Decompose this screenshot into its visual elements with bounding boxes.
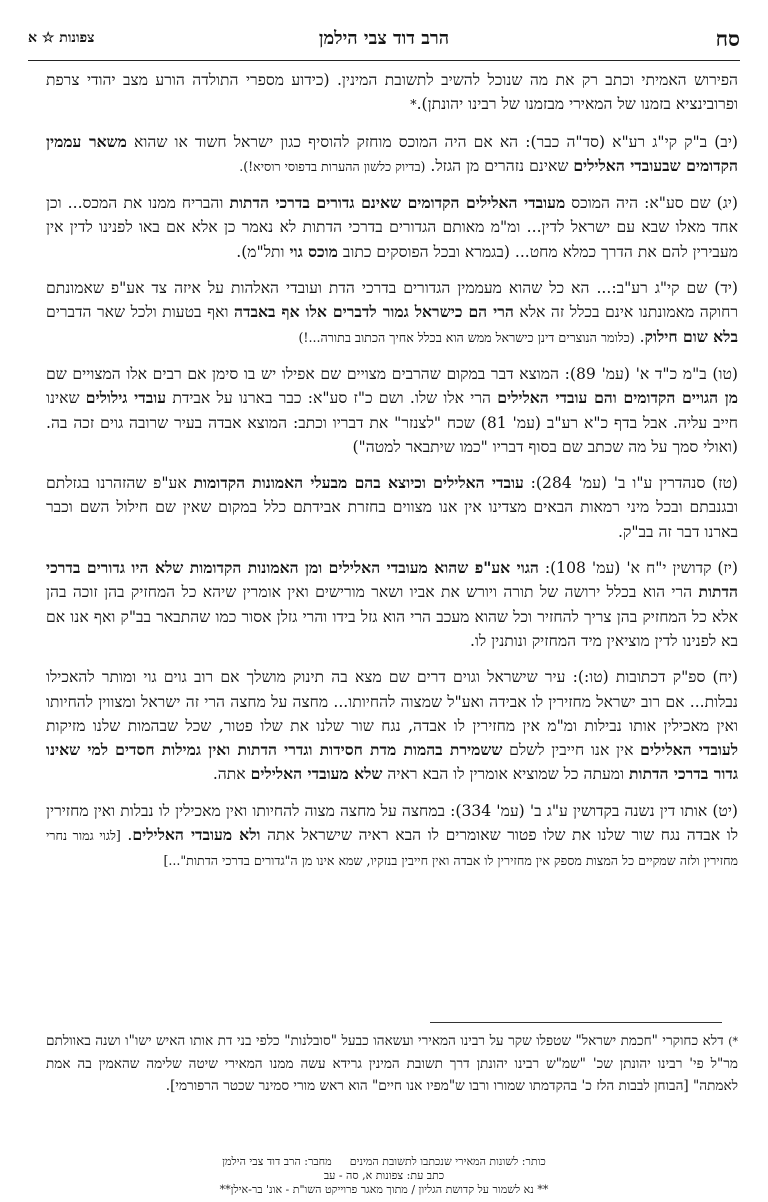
colophon <box>30 1155 738 1197</box>
paragraph-intro <box>46 68 738 118</box>
text-run: אתה. <box>212 765 251 784</box>
small-run: * <box>410 97 417 113</box>
text-run: (יז) קדושין י"ח א' (עמ' 108): <box>538 559 739 578</box>
text-run: אין אנו חייבין לשלם <box>502 741 641 760</box>
colophon-author: מחבר: הרב דוד צבי הילמן <box>222 1155 332 1168</box>
colophon-title: כותר: לשונות המאירי שנכתבו לתשובת המינים <box>349 1155 546 1168</box>
bold-run: מוכס גוי <box>289 241 338 261</box>
paragraph-yt <box>46 799 738 874</box>
text-run: (יד) שם קי"ג רע"ב:... הא כל שהוא מעממין הגדורים בדרכי הדת ועובדי האלהות על איזה צד אע"פ שאמונתם רחוקה מאמונתנו אינם בכלל זה אלא <box>46 279 738 322</box>
page-header <box>28 26 740 56</box>
text-run: ואף בטעות ולכל שאר הדברים <box>46 303 235 322</box>
text-run: (יח) ספ"ק דכתובות (טו:): עיר שישראל וגוים דרים שם מצא בה תינוק מושלך אם רוב גוים גוי ומותר להאכילו נבלות... אם רוב ישראל מחזירין לו אבידה ואע"ל שמצוה להחיותו... מחצה על מחצה הרי זה ישראל ומצווין להחיותו ואין מאכילין אותו נבילות ומ"מ אין מחזירין לו אבדה, נגח שור שלנו את שלו פטור, שכל שבהמות שלנו מזיקות <box>46 668 738 735</box>
running-series: צפונות ☆ א <box>28 30 95 46</box>
paragraph-tv <box>46 362 738 459</box>
colophon-notice: ** נא לשמור על קדושת הגליון / מתוך מאגר פרוייקט השו"ת - אונ' בר-אילן** <box>219 1183 549 1196</box>
bold-run: עובדי האלילים וכיוצא בהם מבעלי האמונות הקדומות <box>193 473 524 493</box>
text-run: (יב) ב"ק קי"ג רע"א (סד"ה כבר): הא אם היה המוכס מוחזק להוסיף כגון ישראל חשוד או שהוא <box>126 132 738 151</box>
paragraph-tz <box>46 471 738 544</box>
bold-run: מעובדי האלילים הקדומים שאינם גדורים בדרכי הדתות <box>229 193 566 213</box>
page-number: סח <box>715 26 740 51</box>
footnote-rule <box>430 1022 722 1023</box>
bold-run: הרי הם כישראל גמור לדברים אלו אף באבדה <box>234 302 514 322</box>
paragraph-yh <box>46 665 738 786</box>
text-run: (יג) שם סע"א: היה המוכס <box>565 194 738 213</box>
paragraph-yd <box>46 276 738 350</box>
bold-run: עובדי גילולים <box>85 388 167 408</box>
bold-run: ששמירת בהמות מדת חסידות וגדרי הדתות ואין גמילות חסדים למי שאינו גדור בדרכי הדתות <box>46 740 738 784</box>
footnote-text: דלא כחוקרי "חכמת ישראל" שטפלו שקר על רבינו המאירי ועשאהו כבעל "סובלנות" כלפי בני דת אותו האיש ישו"ו ושנה באוולתם מר"ל פי' רבינו יהונתן שכ' "שמ"ש רבינו יהונתן דרך תשובת המינין גרידא עשה ממנו המאירי שיטה שלימה שהאמין בה אמת לאמתה" [הבוחן לבבות הלז כ' בהקדמתו שמורו ורבו ש"מפיו אנו חיים" הוא ראש מורי סמינר שכטר הרפורמי]. <box>46 1033 738 1094</box>
paragraph-yg <box>46 191 738 264</box>
text-run: (יט) אותו דין נשנה בקדושין ע"ג ב' (עמ' 334): במחצה על מחצה מצוה להחיותו ואין מאכילין לו נבלות ואין מחזירין לו אבדה נגח שור שלנו את שלו פטור שאומרים לו הבא ראיה שישראל אתה <box>46 801 739 845</box>
text-run: הרי הוא בכלל ירושה של תורה ויורש את אביו ושאר מורישים ואין אומרין שיהא כל המחזיק בהן זוכה בהן אלא כל המחזיק בהן צריך להחזיר וכל שהוא מעכב הרי הוא גזל בידו והרי גזלן אסור כמו שהתבאר בב"ק ואף אנו אם בא לפנינו לדין מוציאין מיד המחזיק ונותנין לו. <box>46 583 738 650</box>
colophon-source: כתב עת: צפונות א, סה - עב <box>323 1169 445 1182</box>
bold-run: לעובדי האלילים <box>640 740 739 760</box>
text-run: ותל"מ). <box>236 242 290 261</box>
bold-run: מן הגויים הקדומים והם עובדי האלילים <box>497 388 739 408</box>
text-run: שאינו חייב עליה. אבל בדף כ"א רע"ב (עמ' 81) שכח "לצנזר" את דבריו וכתב: המוצא אבדה בעיר שרובה גוים זכה בה. (ואולי סמך על מה שכתב שם בסוף דבריו "כמו שיתבאר למטה") <box>46 389 739 456</box>
text-run: . <box>120 826 133 845</box>
text-run: ומעתה כל שמוציא אומרין לו הבא ראיה <box>382 765 629 784</box>
footnote <box>46 1030 738 1097</box>
text-run: הפירוש האמיתי וכתב רק את מה שנוכל להשיב לתשובת המינין. (כידוע מספרי התולדה הורע מצב יהודי צרפת ופרובינציא בזמנו של המאירי מבזמנו של רבינו יהונתן). <box>46 71 738 114</box>
text-run: הרי אלו שלו. ושם כ"ז סע"א: כבר בארנו על אבידת <box>166 389 498 408</box>
text-run: אע"פ שהזהרנו בגזלתם ובגנבתם ובכל מיני רמאות הבאים מצדינו אין אנו מצווים בחזרת אבידתם כלל במקום שאין שם חילול השם וכבר בארנו דבר זה בב"ק. <box>46 474 738 541</box>
bold-run: בלא שום חילוק <box>644 326 738 346</box>
small-run: (כלומר הנוצרים דינן כישראל ממש הוא בכלל אחיך הכתוב בתורה...!) <box>298 329 635 345</box>
text-run: והבריח ממנו את המכס... וכן אחד מאלו שבא עם ישראל לדין... ומ"מ מאותם הגדורים בדרכי הדתות לא נאמר כן אלא אם באו לפנינו לדין אין מעבירין להם את הדרך כמלא מחט... (בגמרא ובכל הפוסקים כתוב <box>46 194 738 261</box>
colophon-line-1 <box>30 1155 738 1169</box>
running-author: הרב דוד צבי הילמן <box>318 28 450 49</box>
main-text <box>46 68 738 886</box>
header-rule <box>28 60 740 61</box>
text-run: . <box>634 327 645 346</box>
small-run: (בדיוק כלשון ההערות בדפוסי רוסיא!). <box>239 158 426 174</box>
bold-run: ולא מעובדי האלילים <box>132 825 261 845</box>
small-run: [לגוי גמור נחרי מחזירין ולזה שמקיים כל המצות מספק אין מחזירין לו אבדה ואין חייבין בנזקיו, שמא אינו מן ה"גדורים בדרכי הדתות"...] <box>46 828 738 869</box>
paragraph-yz <box>46 556 738 653</box>
bold-run: שלא מעובדי האלילים <box>250 764 383 784</box>
bold-run: הגוי אע"פ שהוא מעובדי האלילים ומן האמונות הקדומות שלא היו גדורים בדרכי הדתות <box>46 558 738 602</box>
text-run: (טז) סנהדרין ע"ו ב' (עמ' 284): <box>523 474 738 493</box>
footnote-marker: *) <box>728 1035 738 1048</box>
text-run: שאינם נזהרים מן הגזל. <box>425 156 574 175</box>
paragraph-yb <box>46 130 738 180</box>
text-run: (טו) ב"מ כ"ד א' (עמ' 89): המוצא דבר במקום שהרבים מצויים שם אפילו יש בו סימן אם רבים אלו המצויים שם <box>46 364 739 383</box>
bold-run: משאר עממין הקדומים שבעובדי האלילים <box>46 131 738 175</box>
